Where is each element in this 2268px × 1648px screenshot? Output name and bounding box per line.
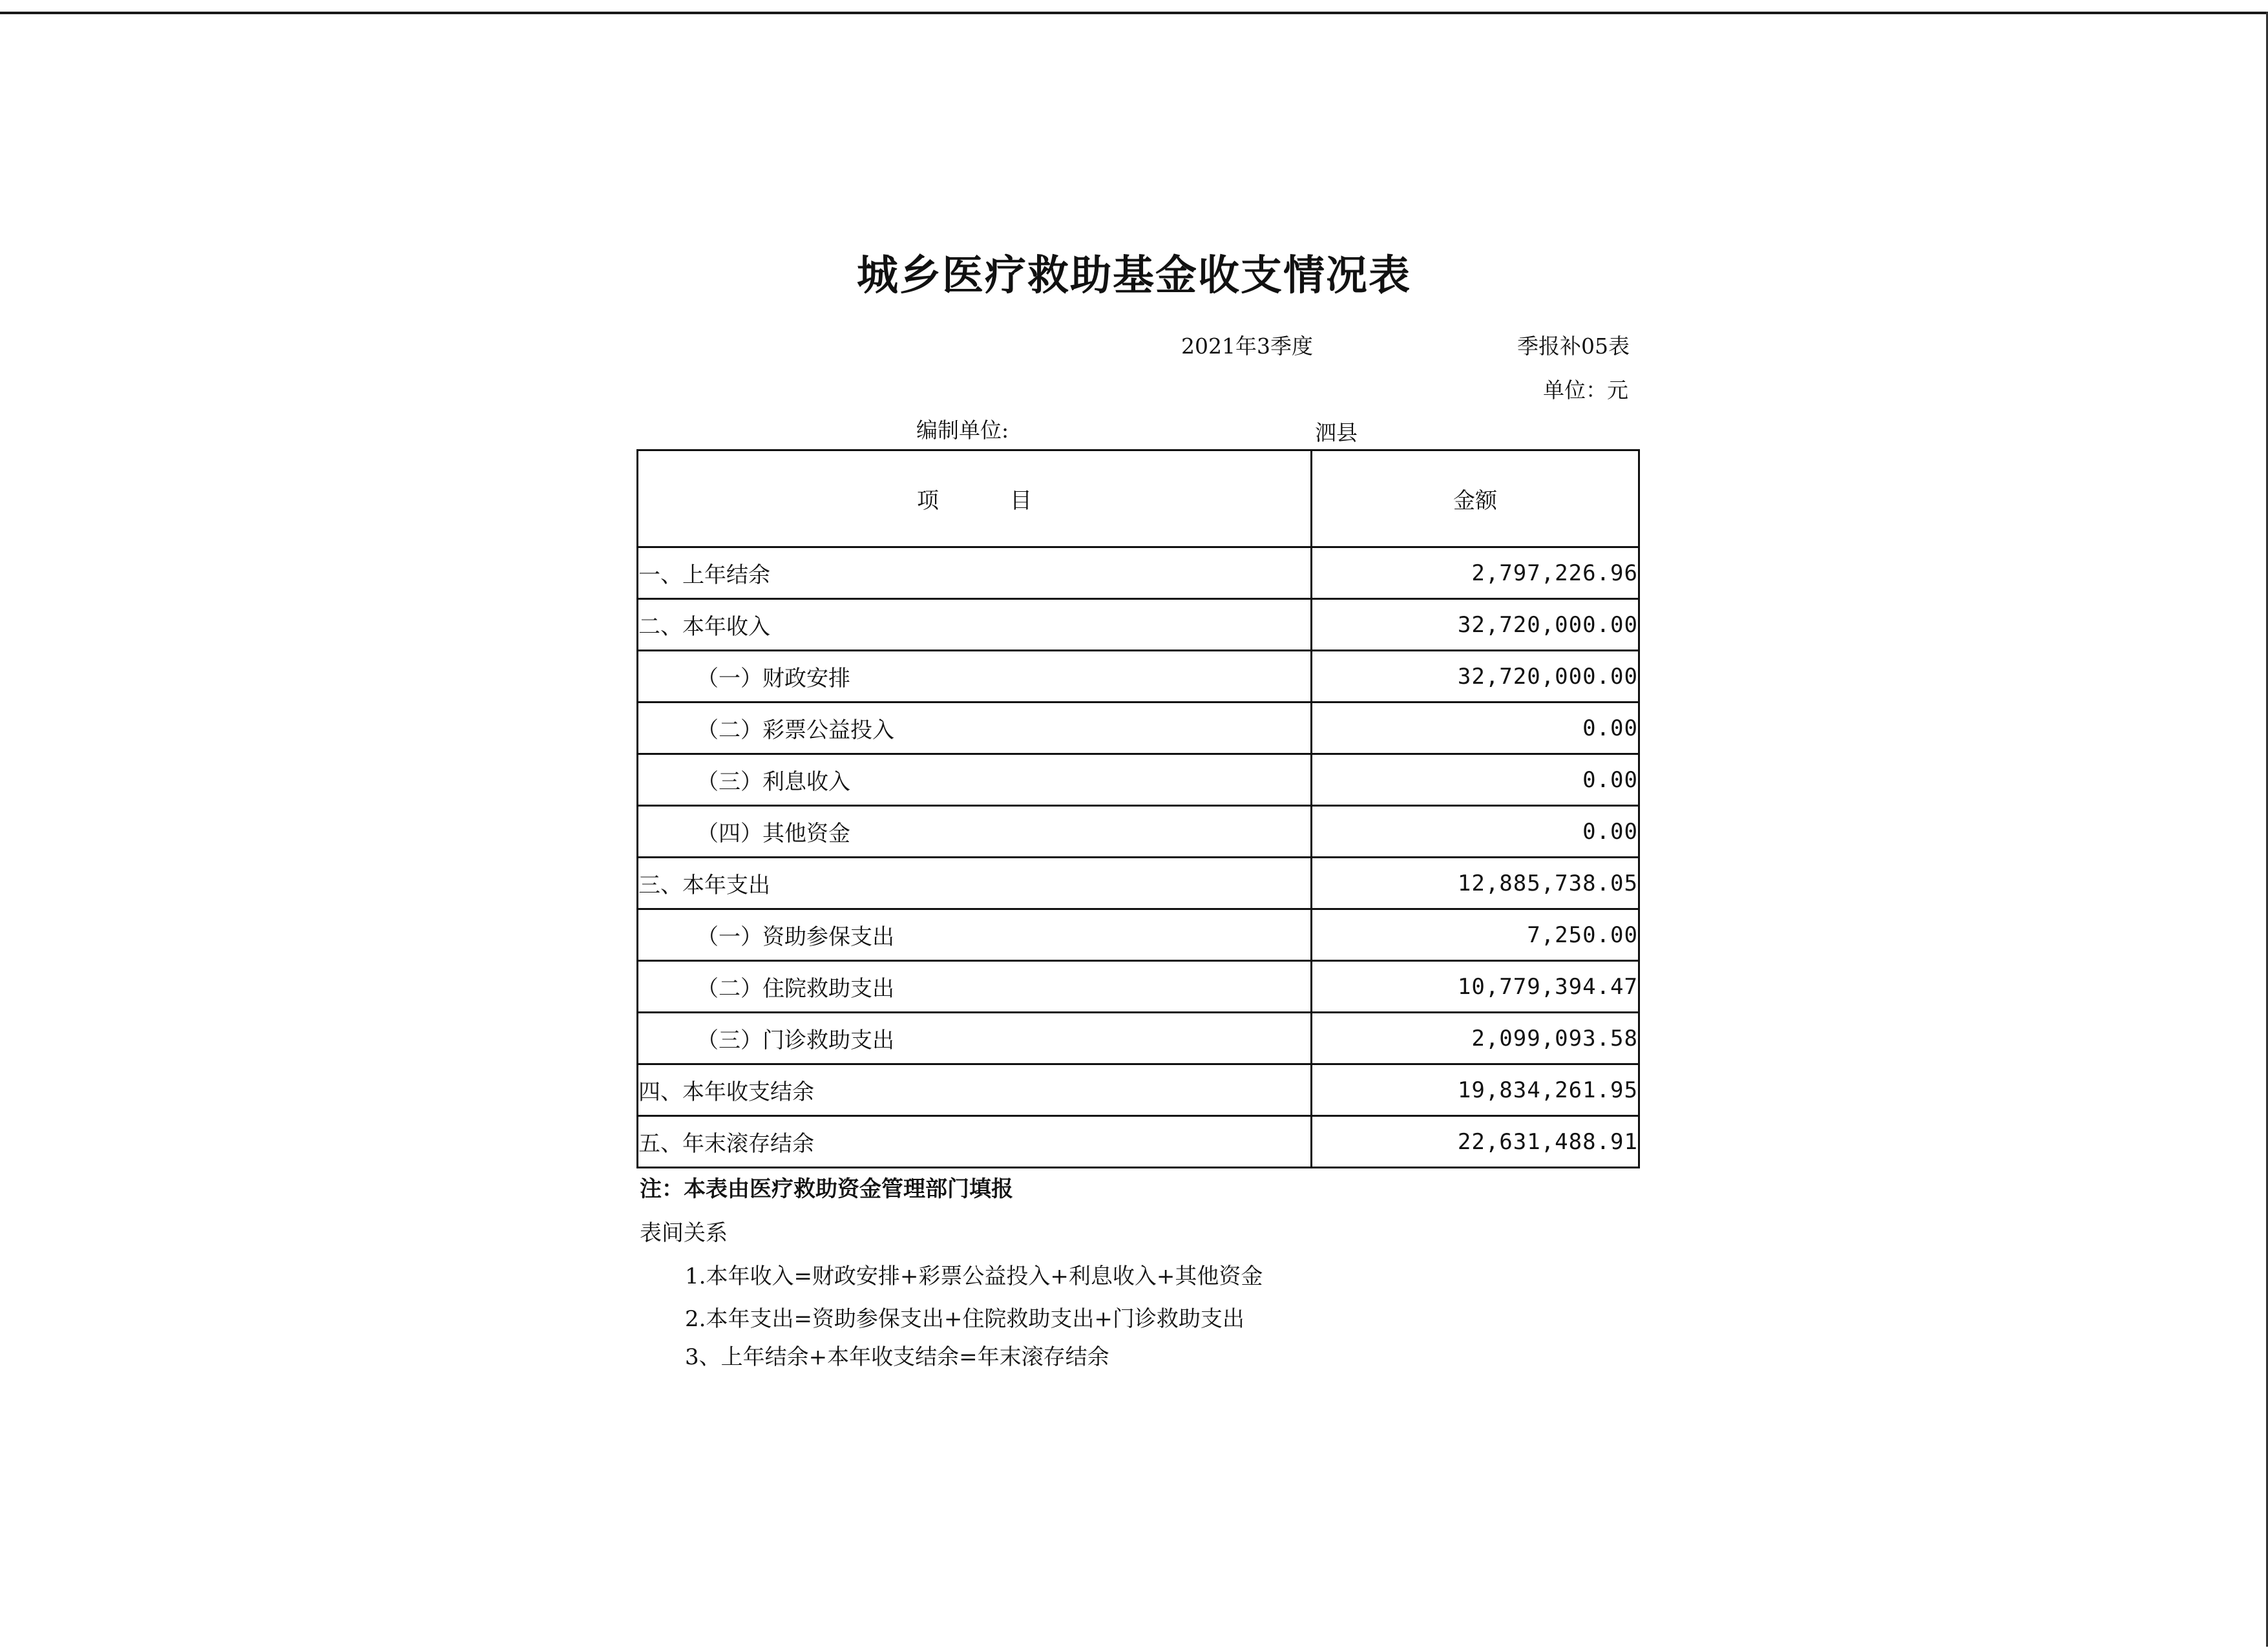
- header-item: [638, 450, 1312, 547]
- row-amount: 0.00: [1312, 754, 1639, 806]
- table-row: [638, 754, 1639, 806]
- report-period: 2021年3季度: [1181, 333, 1313, 359]
- table-row: [638, 806, 1639, 858]
- row-amount: 22,631,488.91: [1312, 1116, 1639, 1168]
- row-amount: 12,885,738.05: [1312, 858, 1639, 909]
- compiler-value: 泗县: [1315, 420, 1358, 445]
- row-amount: 0.00: [1312, 806, 1639, 858]
- row-label: 二、本年收入: [638, 599, 1312, 651]
- fund-table: [636, 449, 1640, 1168]
- row-label: （一）资助参保支出: [638, 909, 1312, 961]
- row-amount: 2,797,226.96: [1312, 547, 1639, 599]
- header-item-b: 目: [1010, 488, 1032, 514]
- row-amount: 7,250.00: [1312, 909, 1639, 961]
- row-label: （二）彩票公益投入: [638, 703, 1312, 754]
- relation-item: 3、上年结余+本年收支结余=年末滚存结余: [685, 1344, 1109, 1370]
- compiler-label: 编制单位:: [916, 417, 1009, 443]
- row-label: （四）其他资金: [638, 806, 1312, 858]
- table-header-row: [638, 450, 1639, 547]
- row-label: 四、本年收支结余: [638, 1064, 1312, 1116]
- row-label: （三）利息收入: [638, 754, 1312, 806]
- table-row: [638, 858, 1639, 909]
- row-amount: 10,779,394.47: [1312, 961, 1639, 1013]
- relation-item: 1.本年收入=财政安排+彩票公益投入+利息收入+其他资金: [685, 1263, 1263, 1289]
- row-label: 三、本年支出: [638, 858, 1312, 909]
- table-row: [638, 651, 1639, 703]
- table-row: [638, 1064, 1639, 1116]
- page-title: 城乡医疗救助基金收支情况表: [857, 252, 1411, 300]
- form-code: 季报补05表: [1517, 333, 1630, 359]
- table-row: [638, 599, 1639, 651]
- table-row: [638, 909, 1639, 961]
- row-amount: 32,720,000.00: [1312, 651, 1639, 703]
- row-label: （二）住院救助支出: [638, 961, 1312, 1013]
- row-amount: 0.00: [1312, 703, 1639, 754]
- row-label: （三）门诊救助支出: [638, 1013, 1312, 1064]
- table-row: [638, 1013, 1639, 1064]
- row-amount: 32,720,000.00: [1312, 599, 1639, 651]
- header-amount: 金额: [1312, 450, 1639, 547]
- table-note: 注：本表由医疗救助资金管理部门填报: [640, 1176, 1013, 1202]
- row-amount: 19,834,261.95: [1312, 1064, 1639, 1116]
- row-label: （一）财政安排: [638, 651, 1312, 703]
- table-row: [638, 1116, 1639, 1168]
- table-row: [638, 961, 1639, 1013]
- relation-item: 2.本年支出=资助参保支出+住院救助支出+门诊救助支出: [685, 1306, 1244, 1332]
- table-row: [638, 703, 1639, 754]
- row-label: 一、上年结余: [638, 547, 1312, 599]
- table-row: [638, 547, 1639, 599]
- unit-label: 单位：元: [1543, 377, 1628, 403]
- header-item-a: 项: [917, 488, 939, 514]
- row-amount: 2,099,093.58: [1312, 1013, 1639, 1064]
- relations-title: 表间关系: [640, 1220, 728, 1246]
- scan-edge-top: [0, 12, 2268, 14]
- row-label: 五、年末滚存结余: [638, 1116, 1312, 1168]
